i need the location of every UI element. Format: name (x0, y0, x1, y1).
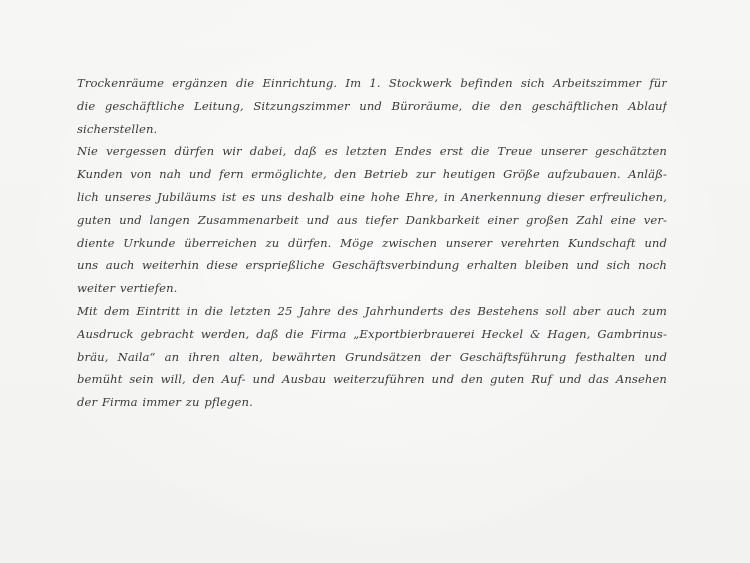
text-line: weiter vertiefen. (77, 281, 178, 296)
text-line: Kunden von nah und fern ermöglichte, den Betrieb zur heutigen Größe aufzubauen. Anläß- (77, 167, 667, 182)
text-line: lich unseres Jubiläums ist es uns deshalb eine hohe Ehre, in Anerkennung dieser erfreulichen, (77, 189, 667, 204)
paragraph (77, 72, 667, 140)
text-line: Nie vergessen dürfen wir dabei, daß es letzten Endes erst die Treue unserer geschätzten (77, 144, 667, 159)
text-line: sicherstellen. (77, 121, 158, 136)
text-line: uns auch weiterhin diese ersprießliche Geschäftsverbindung erhalten bleiben und sich noch (77, 258, 667, 273)
text-line: die geschäftliche Leitung, Sitzungszimmer und Büroräume, die den geschäftlichen Ablauf (77, 98, 667, 113)
paragraph (77, 300, 667, 414)
text-line: der Firma immer zu pflegen. (77, 395, 253, 410)
text-line: Mit dem Eintritt in die letzten 25 Jahre des Jahrhunderts des Bestehens soll aber auch zum (77, 303, 667, 318)
text-line: bräu, Naila“ an ihren alten, bewährten Grundsätzen der Geschäftsführung festhalten und (77, 349, 667, 364)
document-text-block (77, 72, 667, 414)
text-line: diente Urkunde überreichen zu dürfen. Möge zwischen unserer verehrten Kundschaft und (77, 235, 667, 250)
text-line: bemüht sein will, den Auf- und Ausbau weiterzuführen und den guten Ruf und das Ansehen (77, 372, 667, 387)
text-line: Ausdruck gebracht werden, daß die Firma „Exportbierbrauerei Heckel & Hagen, Gambrinus- (77, 326, 667, 341)
text-line: guten und langen Zusammenarbeit und aus tiefer Dankbarkeit einer großen Zahl eine ver- (77, 212, 667, 227)
paragraph (77, 140, 667, 300)
text-line: Trockenräume ergänzen die Einrichtung. Im 1. Stockwerk befinden sich Arbeitszimmer für (77, 76, 667, 90)
